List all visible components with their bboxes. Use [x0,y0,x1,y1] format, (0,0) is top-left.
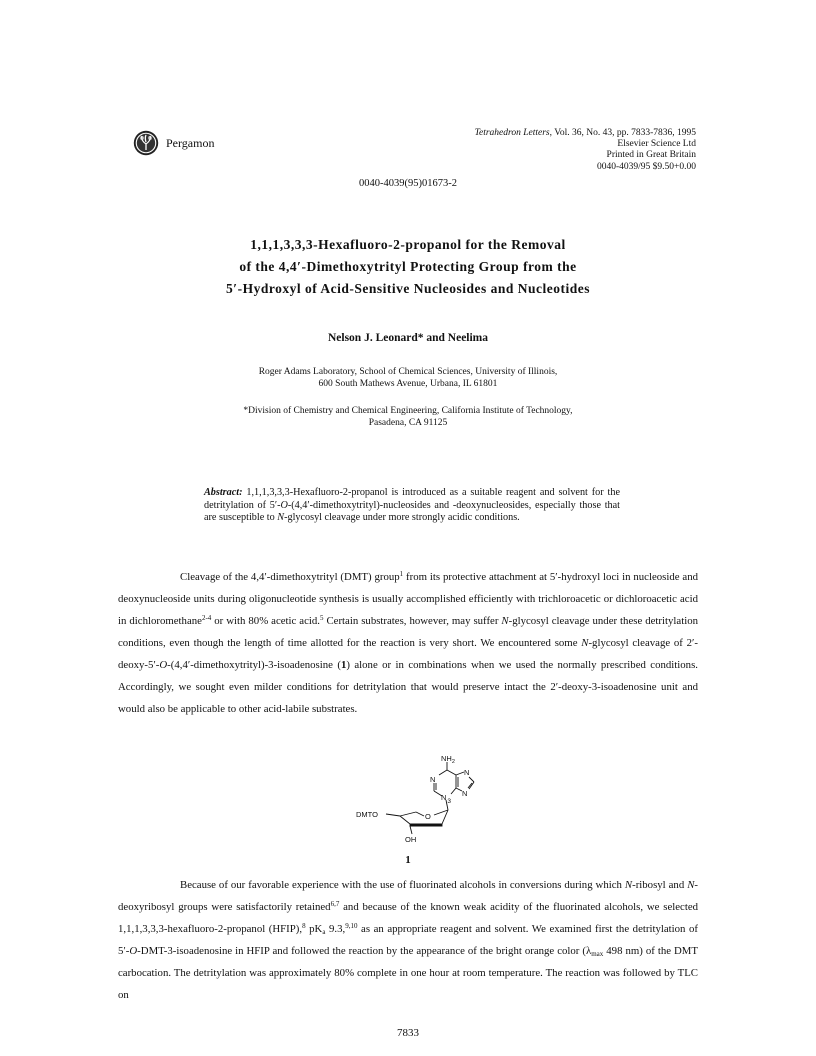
affiliation-caltech [0,405,816,429]
hydroxyl-label: OH [405,835,417,842]
page-number: 7833 [397,1027,419,1039]
reference-superscript: 1 [399,570,404,578]
compound-reference: 1 [340,659,347,671]
citation-line: Elsevier Science Ltd [617,139,696,150]
compound-number: 1 [405,854,411,866]
amine-label: $NH_2$ [441,754,455,765]
publisher-name: Pergamon [166,136,215,150]
authors: Nelson J. Leonard* and Neelima [327,332,489,344]
ring-oxygen-label: O [425,812,431,821]
dmto-label: DMTO [356,810,378,819]
journal-citation [475,128,696,173]
affiliation-illinois [0,366,816,390]
abstract-italic: O [280,499,288,511]
citation-line: Printed in Great Britain [606,150,696,161]
citation-line: 0040-4039/95 $9.50+0.00 [596,161,696,172]
journal-volume: , Vol. 36, No. 43, pp. 7833-7836, 1995 [549,128,696,138]
title-line: of the 4,4′-Dimethoxytrityl Protecting Group from the [239,259,577,274]
abstract [204,487,620,525]
title-line: 5′-Hydroxyl of Acid-Sensitive Nucleosides and Nucleotides [226,281,590,296]
abstract-text: -(4,4′-dimethoxytrityl)-nucleosides and -deoxynucleosides, especially those that are susceptible to [204,499,620,523]
title-line: 1,1,1,3,3,3-Hexafluoro-2-propanol for the Removal [250,237,566,252]
article-doi: 0040-4039(95)01673-2 [359,178,457,189]
nitrogen-label: N [464,768,470,777]
abstract-text: -glycosyl cleavage under more strongly acidic conditions. [284,512,520,523]
n3-label: N3 [441,793,452,805]
nitrogen-label: N [430,775,436,784]
article-title [140,234,676,300]
reference-superscript: 9,10 [345,922,358,930]
reference-superscript: 6,7 [330,900,340,908]
abstract-text: 1,1,1,3,3,3-Hexafluoro-2-propanol is introduced as a suitable reagent and solvent for the detritylation of 5′- [204,487,620,511]
reference-superscript: 5 [319,614,324,622]
publisher-logo-icon [133,130,159,156]
body-paragraph-1: Cleavage of the 4,4′-dimethoxytrityl (DMT) group$^1$ from its protective attachment at 5′-hydroxyl loci in nucleoside and deoxynucleoside units during oligonucleotide synthesis is usually accomplished efficiently with trichloroacetic or dichloroacetic acid in dichloromethane$^{2-4}$ or with 80% acetic acid.$^5$ Certain substrates, however, may suffer N-glycosyl cleavage under these detritylation conditions, even though the length of time allotted for the reaction is very short. We encountered some N-glycosyl cleavage of 2′-deoxy-5′-O-(4,4′-dimethoxytrityl)-3-isoadenosine (1) alone or in combinations when we used the normally prescribed conditions. Accordingly, we sought even milder conditions for detritylation that would preserve intact the 2′-deoxy-3-isoadenosine unit and would also be applicable to other acid-labile substrates. [118,570,698,715]
reference-superscript: 2-4 [201,614,212,622]
affiliation-line: 600 South Mathews Avenue, Urbana, IL 61801 [318,379,498,389]
affiliation-line: *Division of Chemistry and Chemical Engineering, California Institute of Technology, [243,406,573,416]
abstract-label: Abstract: [204,487,243,498]
reference-superscript: 8 [302,922,306,930]
body-paragraph-2: Because of our favorable experience with the use of fluorinated alcohols in conversions during which N-ribosyl and N-deoxyribosyl groups were satisfactorily retained$^{6,7}$ and because of the known weak acidity of the fluorinated alcohols, we selected 1,1,1,3,3,3-hexafluoro-2-propanol (HFIP),$^8$ $pK_a$ 9.3,$^{9,10}$ as an appropriate reagent and solvent. We examined first the detritylation of 5′-O-DMT-3-isoadenosine in HFIP and followed the reaction by the appearance of the bright orange color ($\lambda_{max}$ 498 nm) of the DMT carbocation. The detritylation was approximately 80% complete in one hour at room temperature. The reaction was followed by TLC on [118,879,699,1001]
abstract-italic: N [277,512,285,523]
nitrogen-label: N [462,789,468,798]
chemical-structure [350,752,490,842]
journal-name: Tetrahedron Letters [474,128,550,138]
affiliation-line: Pasadena, CA 91125 [368,418,448,428]
affiliation-line: Roger Adams Laboratory, School of Chemical Sciences, University of Illinois, [258,367,558,377]
